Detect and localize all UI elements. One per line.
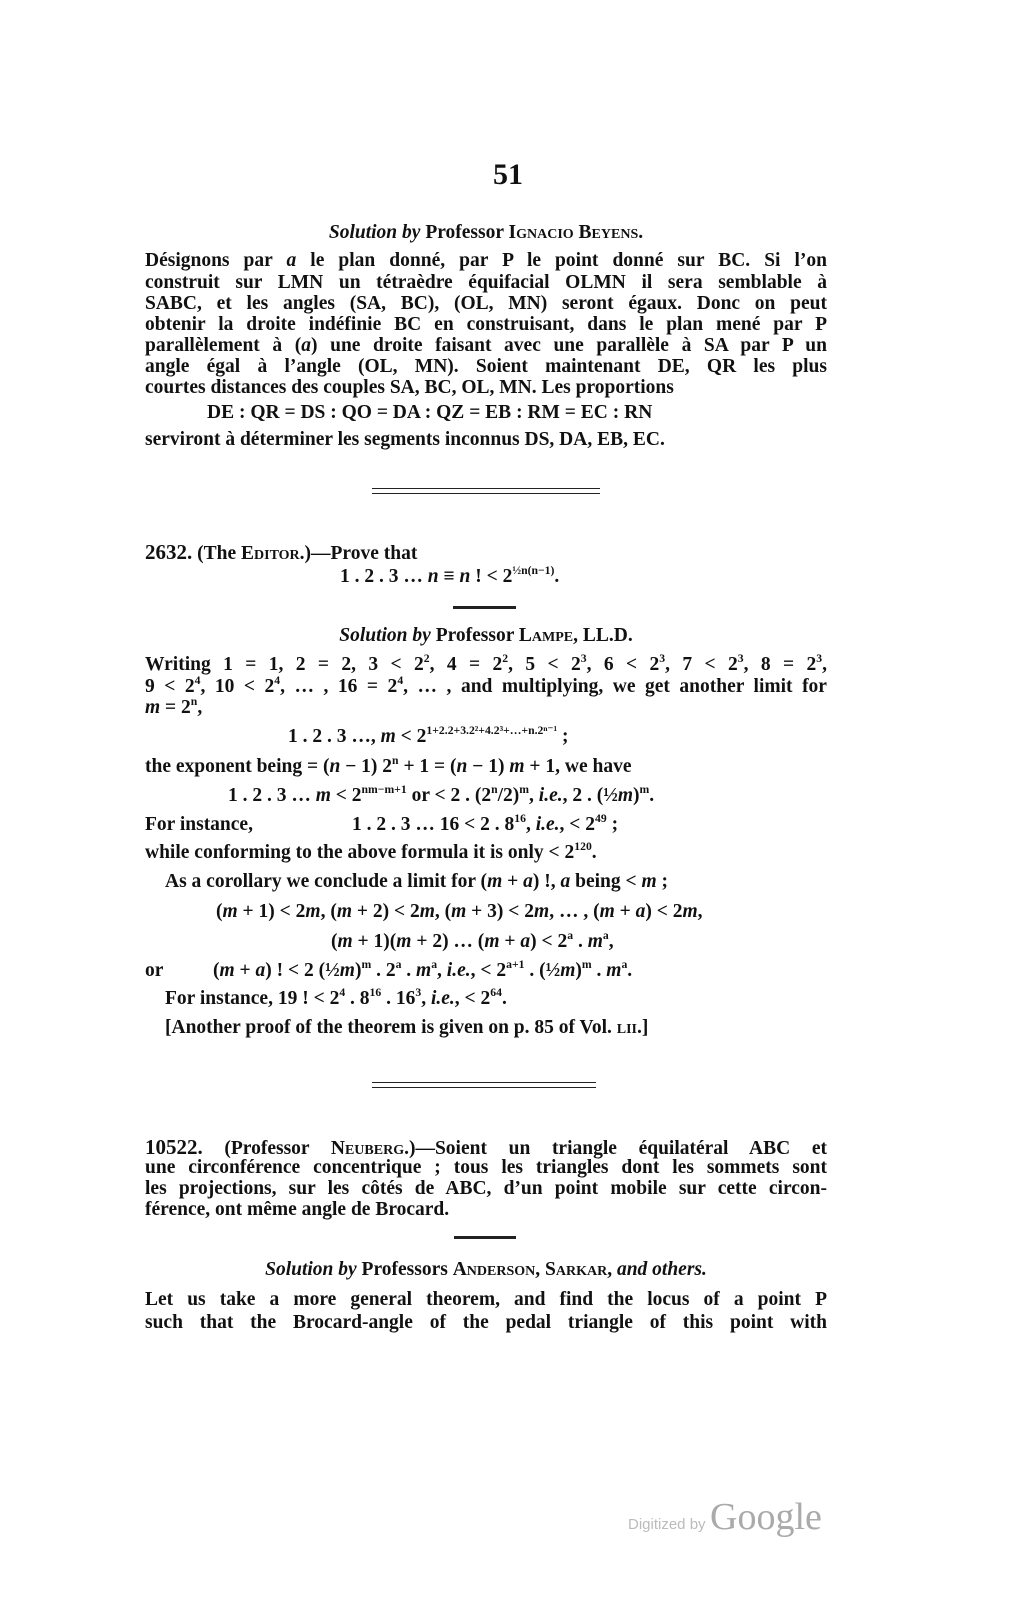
superscript: a — [602, 928, 609, 942]
text-line — [145, 250, 827, 272]
text-segment: ( — [213, 960, 220, 981]
text-line — [145, 314, 827, 336]
text-segment: (The — [192, 543, 241, 564]
text-segment: Sarkar — [545, 1259, 608, 1280]
text-segment: m — [617, 785, 634, 806]
text-segment: , — [437, 960, 447, 981]
text-segment: m — [560, 960, 576, 981]
text-line — [145, 673, 827, 698]
superscript: 3 — [415, 985, 422, 999]
text-segment: , — [608, 931, 614, 952]
text-line — [145, 1157, 827, 1179]
short-divider — [453, 606, 516, 609]
equation — [213, 957, 895, 982]
text-segment: m — [222, 901, 238, 922]
digitized-by-google-watermark — [628, 1495, 822, 1539]
text-segment: + 3) < 2 — [466, 901, 535, 922]
text-segment: , — [535, 1259, 546, 1280]
text-line — [145, 293, 827, 315]
text-segment: Professors — [356, 1259, 453, 1280]
text-segment: < 2 — [395, 726, 427, 747]
text-segment: . — [627, 960, 633, 981]
text-segment: , — [197, 697, 203, 718]
text-segment: , < 2 — [559, 814, 596, 835]
text-segment: or — [145, 960, 164, 981]
text-segment: < 2 — [330, 785, 362, 806]
text-segment: , 6 < 2 — [586, 654, 660, 675]
text-segment: i.e. — [538, 785, 563, 806]
text-segment: n — [459, 566, 471, 587]
superscript: 3 — [737, 651, 744, 665]
text-segment: ) — [575, 960, 582, 981]
text-segment: ) !, — [532, 871, 561, 892]
text-segment: . — [401, 960, 417, 981]
text-segment: = 2 — [160, 697, 191, 718]
text-segment: ; — [557, 726, 569, 747]
text-segment: , … , and multiplying, we get another limit for — [403, 676, 827, 697]
text-line — [145, 651, 827, 676]
text-segment: ) < 2 — [530, 931, 568, 952]
text-segment: ( — [216, 901, 223, 922]
superscript: 2 — [502, 651, 509, 665]
page-number: 51 — [493, 158, 523, 191]
text-segment: or < 2 . (2 — [406, 785, 492, 806]
text-segment: ; — [656, 871, 669, 892]
superscript: ½n(n−1) — [512, 563, 555, 577]
question-2632-header — [145, 541, 827, 565]
text-line — [145, 356, 827, 378]
text-segment: Anderson — [452, 1259, 536, 1280]
text-segment: /2) — [497, 785, 520, 806]
superscript: 1+2.2+3.2²+4.2³+…+n.2ⁿ⁻¹ — [426, 723, 558, 737]
text-segment: . — [501, 988, 507, 1009]
section-divider — [372, 1082, 596, 1088]
superscript: a — [431, 957, 438, 971]
superscript: 49 — [595, 811, 607, 825]
text-segment: Ignacio Beyens. — [508, 222, 644, 243]
text-segment: serviront à déterminer les segments inconnus DS, DA, EB, EC. — [145, 429, 665, 450]
text-segment: , 8 = 2 — [743, 654, 817, 675]
text-segment: As a corollary we conclude a limit for ( — [165, 871, 488, 892]
text-segment: i.e. — [535, 814, 560, 835]
superscript: m — [581, 957, 592, 971]
text-segment: . — [554, 566, 560, 587]
short-divider — [454, 1236, 516, 1239]
solution-heading-beyens — [145, 222, 827, 244]
superscript: m — [639, 782, 650, 796]
text-segment: m — [641, 871, 657, 892]
text-segment: a — [520, 931, 531, 952]
text-segment: . — [591, 842, 597, 863]
text-segment: n — [329, 756, 341, 777]
solution-heading-lampe — [145, 625, 827, 647]
google-logo: Google — [710, 1496, 822, 1538]
text-segment: m — [599, 901, 615, 922]
superscript: a+1 — [506, 957, 525, 971]
text-segment: Writing 1 = 1, 2 = 2, 3 < 2 — [145, 654, 424, 675]
text-segment: Solution by — [339, 625, 431, 646]
text-segment: + 1, we have — [524, 756, 632, 777]
text-segment: 10522. — [145, 1135, 203, 1159]
superscript: 4 — [194, 673, 201, 687]
text-segment: ! < 2 — [470, 566, 513, 587]
text-segment: lii. — [616, 1017, 642, 1038]
text-segment: m — [587, 931, 603, 952]
text-segment: , — [421, 988, 431, 1009]
text-segment: m — [305, 901, 321, 922]
text-segment: Lampe — [518, 625, 574, 646]
equation — [207, 402, 889, 424]
text-segment: the exponent being = ( — [145, 756, 330, 777]
text-segment: ≡ — [438, 566, 460, 587]
text-segment: , < 2 — [454, 988, 491, 1009]
superscript: 3 — [816, 651, 823, 665]
text-segment: angle égal à l’angle (OL, MN). Soient maintenant DE, QR les plus — [145, 356, 827, 377]
text-segment: m — [219, 960, 235, 981]
text-segment: . (½ — [524, 960, 561, 981]
superscript: m — [361, 957, 372, 971]
text-segment: while conforming to the above formula it is only < 2 — [145, 842, 575, 863]
text-segment: ) une droite faisant avec une parallèle à SA par P un — [311, 335, 827, 356]
superscript: 4 — [397, 673, 404, 687]
text-segment: i.e. — [430, 988, 455, 1009]
text-segment: ] — [641, 1017, 649, 1038]
text-line — [145, 839, 827, 864]
text-segment: m — [682, 901, 698, 922]
text-segment: + 2) … ( — [411, 931, 485, 952]
superscript: n — [491, 782, 498, 796]
text-segment: Désignons par — [145, 250, 287, 271]
text-segment: m — [419, 901, 435, 922]
equation — [340, 563, 1016, 588]
text-segment: construit sur LMN un tétraèdre équifacial OLMN il sera semblable à — [145, 272, 827, 293]
watermark-prefix: Digitized by — [628, 1516, 706, 1533]
superscript: n — [392, 753, 399, 767]
text-segment: obtenir la droite indéfinie BC en construisant, dans le plan mené par P — [145, 314, 827, 335]
text-segment: m — [451, 901, 467, 922]
superscript: 2 — [423, 651, 430, 665]
text-segment: une circonférence concentrique ; tous les triangles dont les sommets sont — [145, 1157, 827, 1178]
text-line — [165, 1017, 847, 1039]
text-segment: a — [560, 871, 571, 892]
text-segment: Let us take a more general theorem, and find the locus of a point P — [145, 1289, 827, 1310]
text-segment: − 1) — [467, 756, 510, 777]
text-segment: . — [591, 960, 607, 981]
text-segment: m — [509, 756, 525, 777]
text-segment: Neuberg. — [330, 1138, 409, 1159]
text-segment: n — [456, 756, 468, 777]
solution-heading-anderson — [145, 1259, 827, 1281]
text-segment: 9 < 2 — [145, 676, 195, 697]
text-segment: ( — [331, 931, 338, 952]
text-segment: a — [286, 250, 297, 271]
text-segment: . 2 — [371, 960, 396, 981]
text-segment: le plan donné, par P le point donné sur BC. Si l’on — [296, 250, 828, 271]
text-segment: − 1) 2 — [340, 756, 393, 777]
text-segment: + — [499, 931, 521, 952]
text-segment: a — [255, 960, 266, 981]
text-line — [145, 1178, 827, 1200]
text-segment: , — [607, 1259, 617, 1280]
text-segment: )—Prove that — [304, 543, 418, 564]
superscript: a — [395, 957, 402, 971]
text-segment: + 2) < 2 — [351, 901, 420, 922]
text-segment: parallèlement à ( — [145, 335, 302, 356]
text-segment: a — [635, 901, 646, 922]
text-segment: m — [145, 697, 161, 718]
superscript: 3 — [580, 651, 587, 665]
text-segment: ) ! < 2 (½ — [265, 960, 340, 981]
text-line — [145, 1199, 827, 1221]
text-segment: ; — [606, 814, 619, 835]
superscript: n — [190, 694, 198, 708]
text-line — [145, 753, 827, 778]
superscript: 3 — [659, 651, 666, 665]
text-segment: ) — [354, 960, 362, 981]
text-segment: les projections, sur les côtés de ABC, d’un point mobile sur cette circon- — [145, 1178, 827, 1199]
superscript: 4 — [274, 673, 281, 687]
equation — [228, 782, 910, 807]
superscript: 4 — [339, 985, 346, 999]
text-segment: For instance, — [145, 814, 253, 835]
text-segment: 1 . 2 . 3 …, — [288, 726, 381, 747]
text-segment: m — [416, 960, 432, 981]
text-segment: 1 . 2 . 3 … — [228, 785, 316, 806]
text-segment: , … , ( — [549, 901, 600, 922]
text-line — [145, 1312, 827, 1334]
text-segment: , — [822, 654, 827, 675]
text-segment: For instance, 19 ! < 2 — [165, 988, 340, 1009]
text-segment: + — [614, 901, 636, 922]
equation — [331, 928, 1013, 953]
text-line — [145, 1289, 827, 1311]
text-segment: , ( — [320, 901, 337, 922]
equation — [288, 723, 970, 748]
superscript: 64 — [490, 985, 502, 999]
text-segment: Professor — [430, 625, 519, 646]
text-segment: and others. — [616, 1259, 707, 1280]
text-segment: n — [427, 566, 439, 587]
text-segment: , — [525, 814, 536, 835]
text-segment: Solution by — [328, 222, 421, 243]
text-line — [145, 377, 827, 399]
text-segment: SABC, et les angles (SA, BC), (OL, MN) seront égaux. Donc on peut — [145, 293, 827, 314]
text-segment: , LL.D. — [573, 625, 633, 646]
text-segment: , ( — [434, 901, 452, 922]
text-segment: m — [380, 726, 396, 747]
text-segment: m — [336, 901, 352, 922]
text-segment: , 7 < 2 — [665, 654, 738, 675]
text-line — [165, 985, 847, 1010]
section-divider — [372, 488, 600, 494]
text-segment: 1 . 2 . 3 … 16 < 2 . 8 — [352, 814, 515, 835]
superscript: 120 — [574, 839, 592, 853]
text-segment: DE : QR = DS : QO = DA : QZ = EB : RM = EC : RN — [207, 402, 653, 423]
text-segment: a — [523, 871, 533, 892]
text-segment: ) — [633, 785, 640, 806]
text-segment: . — [649, 785, 655, 806]
superscript: a — [567, 928, 574, 942]
text-segment: , — [529, 785, 539, 806]
text-line — [145, 694, 827, 719]
superscript: m — [519, 782, 530, 796]
text-segment: . 8 — [345, 988, 370, 1009]
superscript: 16 — [369, 985, 382, 999]
text-segment: + 1 = ( — [398, 756, 457, 777]
text-line — [165, 871, 847, 893]
text-segment: Editor. — [241, 543, 305, 564]
text-segment: m — [337, 931, 353, 952]
text-segment: , < 2 — [470, 960, 507, 981]
text-segment: , 5 < 2 — [508, 654, 581, 675]
text-segment: a — [301, 335, 311, 356]
text-segment: m — [487, 871, 503, 892]
text-segment: m — [484, 931, 500, 952]
text-line — [145, 272, 827, 294]
text-segment: ) < 2 — [645, 901, 683, 922]
text-segment: such that the Brocard-angle of the pedal triangle of this point with — [145, 1312, 827, 1333]
text-segment: , 2 . (½ — [562, 785, 618, 806]
text-segment: courtes distances des couples SA, BC, OL, MN. Les proportions — [145, 377, 674, 398]
superscript: 16 — [514, 811, 526, 825]
text-segment: m — [396, 931, 412, 952]
text-segment: + — [502, 871, 524, 892]
text-segment: m — [534, 901, 550, 922]
text-segment: Professor — [420, 222, 509, 243]
text-segment: , … , 16 = 2 — [280, 676, 398, 697]
text-segment: i.e. — [446, 960, 471, 981]
text-segment: 1 . 2 . 3 … — [340, 566, 428, 587]
equation — [216, 901, 898, 923]
text-line — [145, 429, 827, 451]
text-segment: . 16 — [381, 988, 416, 1009]
text-segment: [Another proof of the theorem is given on p. 85 of Vol. — [165, 1017, 617, 1038]
text-segment: m — [315, 785, 331, 806]
text-segment: m — [606, 960, 622, 981]
text-segment: (Professor — [202, 1138, 331, 1159]
text-segment: férence, ont même angle de Brocard. — [145, 1199, 450, 1220]
superscript: nm−m+1 — [361, 782, 407, 796]
text-segment: + 1)( — [352, 931, 397, 952]
text-segment: Solution by — [265, 1259, 357, 1280]
text-segment: , — [697, 901, 703, 922]
text-line — [145, 335, 827, 357]
superscript: a — [621, 957, 628, 971]
text-segment: + 1) < 2 — [237, 901, 306, 922]
text-segment: + — [234, 960, 256, 981]
text-segment: , 10 < 2 — [200, 676, 275, 697]
text-segment: . — [573, 931, 588, 952]
text-segment: 2632. — [145, 540, 193, 564]
equation — [352, 811, 1016, 836]
text-segment: m — [339, 960, 355, 981]
text-segment: , 4 = 2 — [429, 654, 503, 675]
text-segment: being < — [570, 871, 642, 892]
text-segment: )—Soient un triangle équilatéral ABC et — [408, 1138, 827, 1159]
